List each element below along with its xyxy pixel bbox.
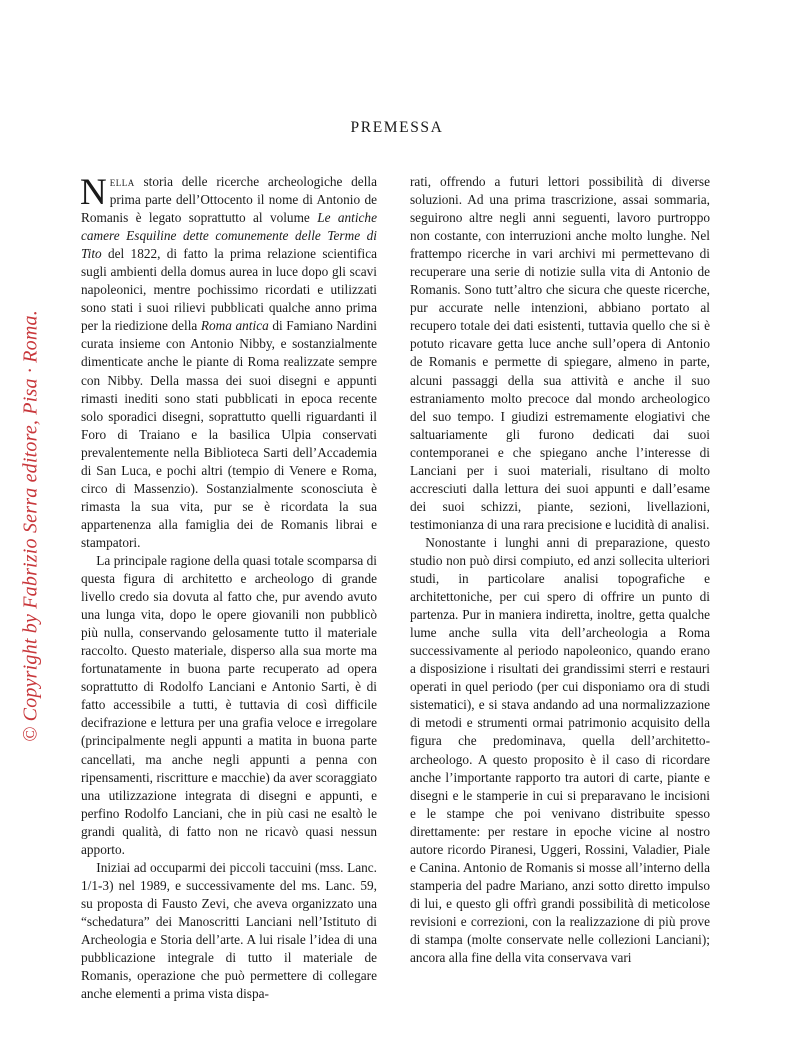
small-caps-lead: ella xyxy=(109,174,135,189)
right-column xyxy=(410,173,710,967)
book-title-antiche-camere: Le antiche camere Esquiline dette comunemente delle Terme di Tito xyxy=(81,210,377,262)
copyright-watermark-text: © Copyright by Fabrizio Serra editore, Pisa · Roma. xyxy=(19,310,42,742)
left-column xyxy=(81,173,377,1003)
paragraph-5: Nonostante i lunghi anni di preparazione, questo studio non può dirsi compiuto, ed anzi sollecita ulteriori studi, in particolare analisi topografiche e architettoniche, per cui spero di offrire un punto di partenza. Pur in maniera indiretta, inoltre, getta qualche lume anche sulla vita dell’archeologia a Roma successivamente al periodo napoleonico, quando erano a disposizione i risultati dei grandissimi sterri e restauri operati in quel periodo (per cui disponiamo ora di studi sistematici), e si stava andando ad una normalizzazione di metodi e strumenti ormai patrimonio acquisito della figura che predominava, quella dell’architetto-archeologo. A questo proposito è il caso di ricordare anche l’importante rapporto tra autori di carte, piante e disegni e le stamperie in cui si preparavano le incisioni e le stampe che poi venivano distribuite spesso direttamente: per restare in epoche vicine al nostro autore ricordo Piranesi, Uggeri, Rossini, Valadier, Piale e Canina. Antonio de Romanis si mosse all’interno della stamperia del padre Mariano, anzi sotto diretto impulso di lui, e questo gli offrì grandi possibilità di meticolose revisioni e correzioni, con la realizzazione di più prove di stampa (molte conservate nelle collezioni Lanciani); ancora alla fine della vita conservava vari xyxy=(410,534,710,966)
paragraph-4: rati, offrendo a futuri lettori possibilità di diverse soluzioni. Ad una prima trascrizione, assai sommaria, seguirono altre negli anni seguenti, lavoro purtroppo non costante, con interruzioni anche molto lunghe. Nel frattempo ricerche in vari archivi mi permettevano di recuperare una serie di notizie sulla vita di Antonio de Romanis. Sono tutt’altro che sicura che queste ricerche, pur accurate nelle intenzioni, abbiano portato al recupero totale dei dati esistenti, tuttavia quello che si è potuto ricavare getta luce anche sull’opera di Antonio de Romanis e permette di spiegare, almeno in parte, alcuni passaggi della sua attività e anche il suo estraniamento molto precoce dal mondo archeologico del suo tempo. I giudizi estremamente elogiativi che saltuariamente gli furono dedicati dai suoi contemporanei e che spiegano anche l’interesse di Lanciani per i suoi materiali, risultano di molto accresciuti dalla lettura dei suoi appunti e dall’esame dei suoi schizzi, piante, sezioni, livellazioni, testimonianza di una rara precisione e lucidità di analisi. xyxy=(410,174,710,532)
paragraph-1-text-a: storia delle ricerche archeologiche della prima parte dell’Ottocento il nome di Antonio de Romanis è legato soprattutto al volume xyxy=(81,174,377,226)
paragraph-2: La principale ragione della quasi totale scomparsa di questa figura di architetto e archeologo di grande livello credo sia dovuta al fatto che, pur avendo avuto una lunga vita, dopo le opere giovanili non pubblicò più nulla, conservando gelosamente tutto il materiale raccolto. Questo materiale, disperso alla sua morte ma fortunatamente in buona parte recuperato ad opera soprattutto di Rodolfo Lanciani e Antonio Sarti, è di fatto accessibile a tutti, è tuttavia di così difficile decifrazione e lettura per una grafia veloce e irregolare (principalmente negli appunti a matita in buona parte cancellati, ma anche negli appunti a penna con ripensamenti, riscritture e macchie) da aver scoraggiato una utilizzazione integrata di disegni e appunti, e perfino Rodolfo Lanciani, che in più casi ne esaltò le grandi qualità, di fatto non ne ricavò quasi nessun apporto. xyxy=(81,552,377,857)
drop-cap: N xyxy=(80,172,107,213)
paragraph-1-text-b: del 1822, di fatto la prima relazione scientifica sugli ambienti della domus aurea in luce dopo gli scavi napoleonici, mentre pochissimo ricordati e utilizzati sono stati i suoi rilievi pubblicati qualche anno prima per la riedizione della xyxy=(81,246,377,334)
page-title: PREMESSA xyxy=(350,119,444,136)
paragraph-1-text-c: di Famiano Nardini curata insieme con Antonio Nibby, e sostanzialmente dimenticate anche le piante di Roma realizzate sempre con Nibby. Della massa dei suoi disegni e appunti rimasti inediti sono stati pubblicati in epoca recente solo sporadici disegni, soprattutto quelli riguardanti il Foro di Traiano e la basilica Ulpia conservati prevalentemente nella Biblioteca Sarti dell’Accademia di San Luca, e pochi altri (tempio di Venere e Roma, circo di Massenzio). Sostanzialmente sconosciuta è rimasta la sua vita, pur se è ricordata la sua appartenenza alla famiglia dei de Romanis librai e stampatori. xyxy=(81,318,377,550)
paragraph-1 xyxy=(81,173,377,552)
paragraph-3: Iniziai ad occuparmi dei piccoli taccuini (mss. Lanc. 1/1-3) nel 1989, e successivamente del ms. Lanc. 59, su proposta di Fausto Zevi, che aveva organizzato una “schedatura” dei Manoscritti Lanciani nell’Istituto di Archeologia e Storia dell’arte. A lui risale l’idea di una pubblicazione integrale di tutto il materiale de Romanis, operazione che può permettere di collegare anche elementi a prima vista dispa- xyxy=(81,859,377,1002)
book-title-roma-antica: Roma antica xyxy=(200,318,269,334)
